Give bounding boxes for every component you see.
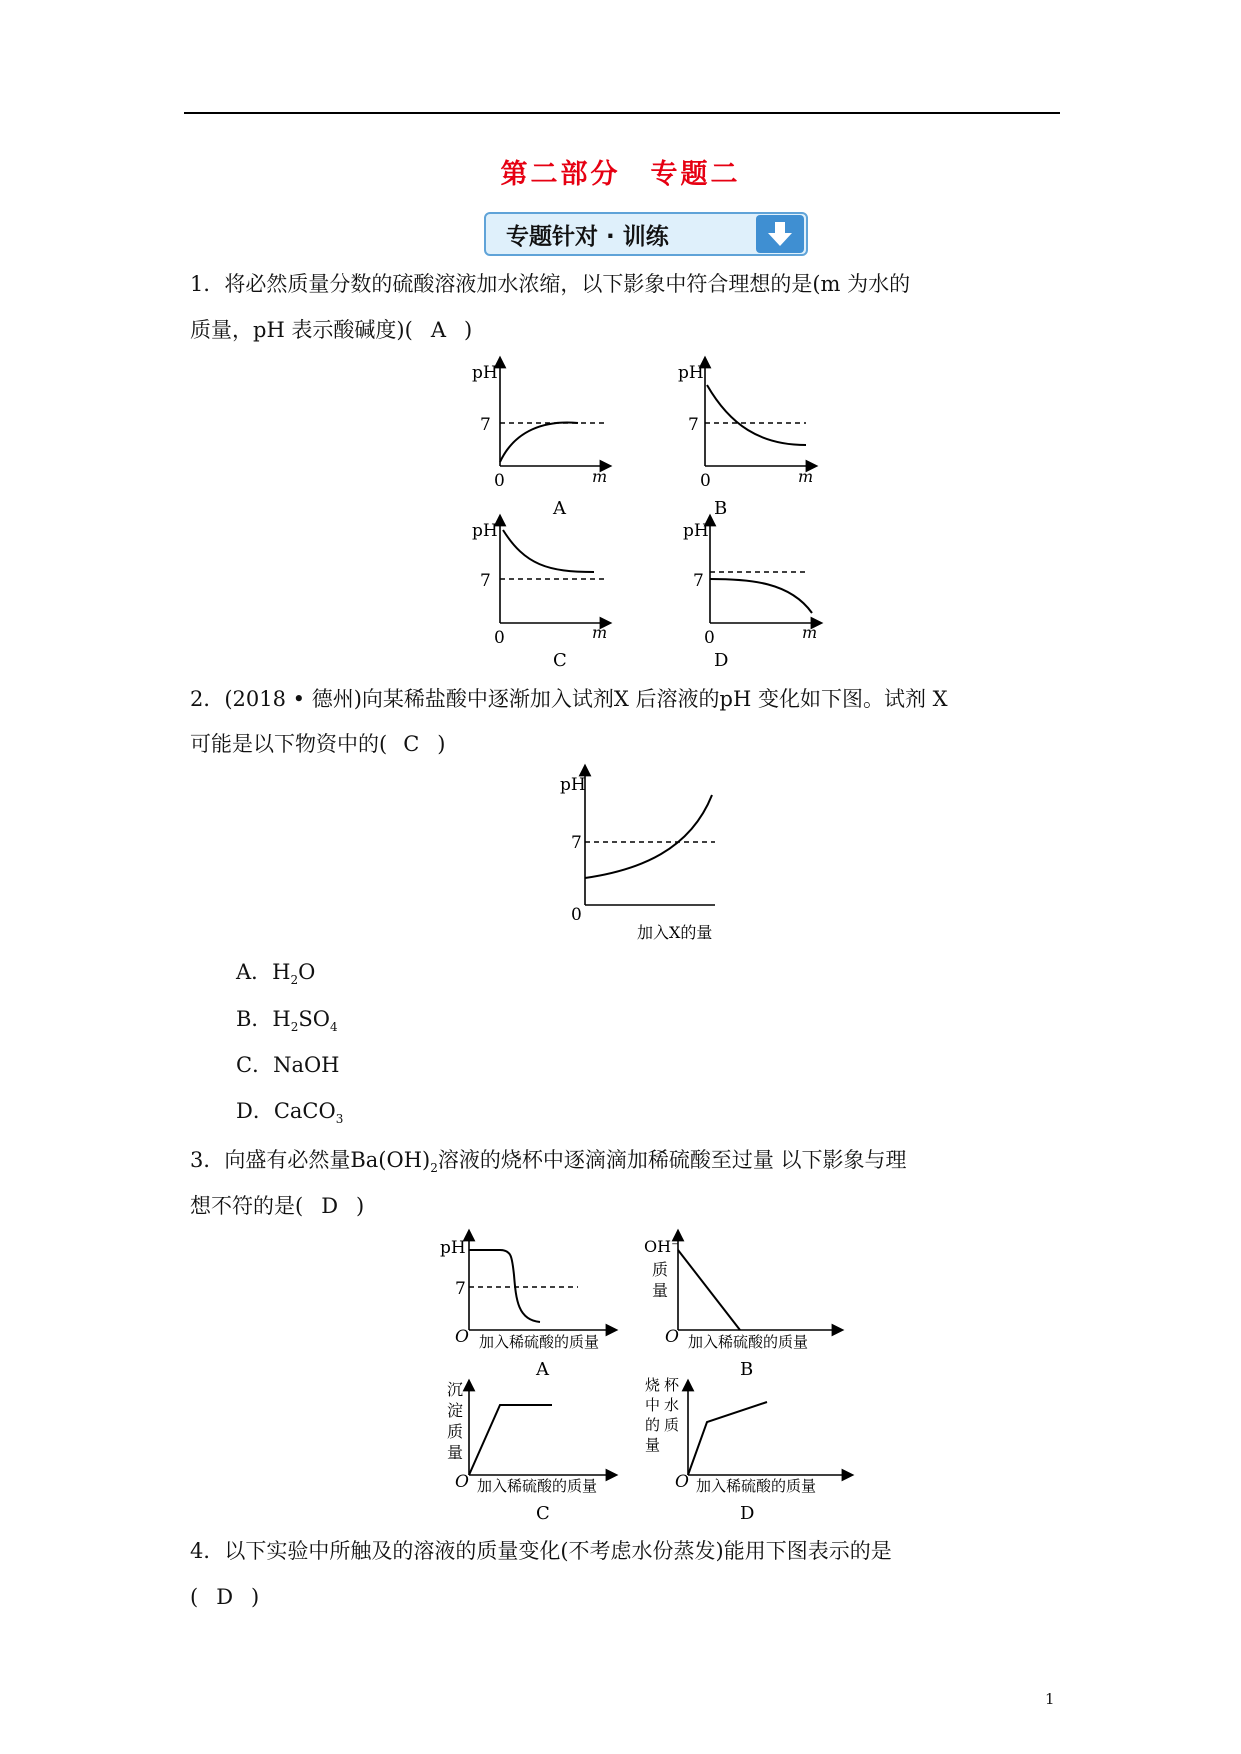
q3-line1: 3．向盛有必然量$Ba(OH)_2$溶液的烧杯中逐滴滴加稀硫酸至过量 以下影象与理 [190, 1148, 907, 1176]
q3-b-letter: B [740, 1359, 754, 1380]
q1-a-xlabel: m [592, 467, 608, 486]
q3-a-origin: O [455, 1327, 469, 1347]
q2-origin: 0 [571, 905, 582, 925]
q1-d-origin: 0 [704, 628, 715, 648]
q1-line1: 1．将必然质量分数的硫酸溶液加水浓缩，以下影象中符合理想的是(m 为水的 [190, 272, 911, 296]
q1-graph-d [683, 520, 817, 671]
q3-answer: D [321, 1194, 339, 1218]
q3-d-ylabel-3: 中 [645, 1396, 661, 1414]
q1-b-origin: 0 [700, 471, 711, 491]
q2-line1: 2．(2018 • 德州)向某稀盐酸中逐渐加入试剂X 后溶液的pH 变化如下图。试剂 X [190, 687, 948, 711]
q2-ylabel: pH [560, 775, 586, 795]
q3-d-letter: D [740, 1503, 755, 1524]
q3-a-letter: A [536, 1359, 549, 1380]
q3-d-ylabel-5: 的 [645, 1416, 661, 1434]
q1-a-letter: A [553, 498, 566, 519]
q1-answer: A [430, 318, 446, 342]
q2-answer: C [403, 732, 420, 756]
q3-c-ylabel-3: 质 [447, 1422, 464, 1441]
q2-option-c: C．NaOH [236, 1053, 340, 1077]
q1-b-curve [707, 385, 806, 445]
q3-b-ylabel-top: OH⁻ [644, 1237, 680, 1256]
q2-xlabel: 加入X的量 [637, 923, 713, 942]
q3-c-line [469, 1405, 552, 1475]
q3-b-xlabel: 加入稀硫酸的质量 [688, 1333, 809, 1351]
q3-c-letter: C [536, 1503, 550, 1524]
q1-a-seven: 7 [480, 415, 491, 435]
q1-line2-post: ) [464, 318, 473, 342]
q3-c-ylabel-1: 沉 [447, 1380, 464, 1399]
q1-c-xlabel: m [592, 623, 608, 642]
q3-d-ylabel-4: 水 [664, 1396, 680, 1414]
q3-d-ylabel-1: 烧 [645, 1376, 661, 1394]
q3-graph-a [440, 1235, 612, 1380]
banner-label: 专题针对 · 训练 [506, 223, 669, 250]
q3-b-ylabel-2: 量 [652, 1281, 669, 1300]
q1-a-curve [500, 422, 578, 462]
q1-c-origin: 0 [494, 628, 505, 648]
q3-d-ylabel-6: 质 [664, 1416, 680, 1434]
q1-d-ylabel: pH [683, 521, 709, 541]
q2-option-a: A．$H_2O$ [236, 960, 316, 988]
q3-line2-pre: 想不符的是( [190, 1194, 304, 1218]
q3-c-ylabel-4: 量 [447, 1443, 464, 1462]
q2-line2-post: ) [437, 732, 446, 756]
q3-d-line [688, 1402, 767, 1475]
q3-c-origin: O [455, 1472, 469, 1492]
q3-a-curve [469, 1250, 540, 1322]
q1-b-seven: 7 [688, 415, 699, 435]
q1-d-curve [710, 579, 812, 613]
q3-graph-b [644, 1235, 838, 1380]
q3-d-xlabel: 加入稀硫酸的质量 [696, 1477, 817, 1495]
q1-line2-pre: 质量，pH 表示酸碱度)( [190, 318, 413, 342]
q1-a-origin: 0 [494, 471, 505, 491]
q1-c-letter: C [553, 650, 567, 671]
q1-d-seven: 7 [693, 571, 704, 591]
q4-line1: 4．以下实验中所触及的溶液的质量变化(不考虑水份蒸发)能用下图表示的是 [190, 1539, 892, 1563]
q1-b-ylabel: pH [678, 363, 704, 383]
q2-seven: 7 [571, 833, 582, 853]
q4-line2-post: ) [251, 1585, 260, 1609]
q4-answer: D [216, 1585, 234, 1609]
q1-a-ylabel: pH [472, 363, 498, 383]
q3-b-line [678, 1250, 740, 1330]
q3-d-ylabel-7: 量 [645, 1436, 661, 1454]
q1-c-seven: 7 [480, 571, 491, 591]
q1-b-letter: B [714, 498, 728, 519]
q3-line2 [190, 1192, 364, 1220]
q1-c-ylabel: pH [472, 521, 498, 541]
q3-graph-d [645, 1376, 848, 1524]
q3-c-xlabel: 加入稀硫酸的质量 [477, 1477, 598, 1495]
q2-line2 [190, 730, 445, 758]
q3-c-ylabel-2: 淀 [447, 1401, 464, 1420]
q2-option-d: D．CaCO$_3$ [236, 1099, 344, 1127]
q1-d-xlabel: m [802, 623, 818, 642]
q1-graph-a [472, 362, 607, 519]
q3-a-seven: 7 [455, 1279, 466, 1299]
q2-line2-pre: 可能是以下物资中的( [190, 732, 388, 756]
q2-curve [585, 795, 712, 878]
q1-b-xlabel: m [798, 467, 814, 486]
page-title: 第二部分 专题二 [500, 159, 741, 190]
q3-b-origin: O [665, 1327, 679, 1347]
q1-c-curve [503, 530, 594, 572]
q3-a-ylabel: pH [440, 1238, 466, 1258]
q3-graph-c [447, 1380, 612, 1524]
q4-line2 [190, 1583, 259, 1611]
q3-d-origin: O [675, 1472, 689, 1492]
q1-d-letter: D [714, 650, 729, 671]
q3-a-xlabel: 加入稀硫酸的质量 [479, 1333, 600, 1351]
q3-b-ylabel-1: 质 [652, 1260, 669, 1279]
q4-line2-pre: ( [190, 1585, 199, 1609]
q3-d-ylabel-2: 杯 [664, 1376, 680, 1394]
q3-line2-post: ) [356, 1194, 365, 1218]
q1-graph-c [472, 520, 607, 671]
page-number: 1 [1045, 1690, 1055, 1708]
q2-option-b: B．$H_2SO_4$ [236, 1007, 338, 1035]
q2-graph [560, 770, 715, 942]
q1-graph-b [678, 362, 813, 519]
